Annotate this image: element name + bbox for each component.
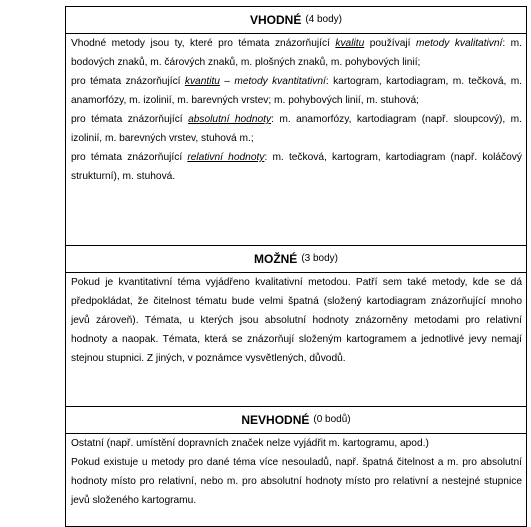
text-run: Pokud je kvantitativní téma vyjádřeno kvalitativní metodou. Patří sem také metody, kde se dá předpokládat, že čitelnost tématu bude velmi špatná (složený kartodiagram znázorňující mnoho jevů zároveň). Témata, u kterých jsou absolutní hodnoty znázorněny metodami pro relativní hodnoty a naopak. Témata, která se znázorňují složeným kartogramem a jednotlivé jevy nemají stejnou stupnici. Z jiných, v poznámce vysvětlených, důvodů.	[71, 277, 522, 364]
emphasized-term: kvalitu	[335, 38, 365, 49]
section-body-nevhodne	[66, 434, 526, 526]
section-header-nevhodne	[66, 407, 526, 434]
section-points: (4 body)	[305, 14, 343, 25]
emphasized-term: relativní hodnoty	[187, 152, 265, 163]
italic-term: metody kvantitativní	[234, 76, 326, 87]
evaluation-table	[65, 6, 527, 527]
section-body-vhodne	[66, 34, 526, 246]
text-run: Vhodné metody jsou ty, které pro témata znázorňující	[71, 38, 336, 49]
text-run: : m. bodových znaků, m. čárových znaků, m. plošných znaků, m. pohybových linií;	[71, 38, 522, 68]
text-run: Ostatní (např. umístění dopravních značek nelze vyjádřit m. kartogramu, apod.)	[71, 438, 429, 449]
paragraph	[71, 434, 522, 453]
section-points: (0 bodů)	[313, 414, 351, 425]
paragraph	[71, 110, 522, 148]
section-title: NEVHODNÉ	[241, 413, 310, 427]
text-run: –	[219, 76, 235, 87]
paragraph	[71, 453, 522, 510]
section-header-vhodne	[66, 7, 526, 34]
text-run: : m. anamorfózy, kartodiagram (např. sloupcový), m. izolinií, m. barevných vrstev, stuhová m.;	[71, 114, 522, 144]
text-run: : kartogram, kartodiagram, m. tečková, m. anamorfózy, m. izolinií, m. barevných vrstev; m. pohybových linií, m. stuhová;	[71, 76, 523, 106]
text-run: Pokud existuje u metody pro dané téma více nesouladů, např. špatná čitelnost a m. pro absolutní hodnoty místo pro relativní, nebo m. pro absolutní hodnoty místo pro relativní a nestejné stupnice jevů složeného kartogramu.	[71, 457, 522, 506]
paragraph	[71, 34, 522, 72]
section-title: MOŽNÉ	[253, 252, 298, 266]
section-points: (3 body)	[301, 253, 339, 264]
text-run: : m. tečková, kartogram, kartodiagram (např. koláčový strukturní), m. stuhová.	[71, 152, 522, 182]
section-title: VHODNÉ	[249, 13, 302, 27]
emphasized-term: absolutní hodnoty	[188, 114, 272, 125]
italic-term: metody kvalitativní	[415, 38, 503, 49]
paragraph	[71, 273, 522, 368]
paragraph	[71, 148, 522, 186]
text-run: pro témata znázorňující	[71, 152, 188, 163]
section-header-mozne	[66, 246, 526, 273]
text-run: pro témata znázorňující	[71, 76, 185, 87]
paragraph	[71, 72, 522, 110]
text-run: pro témata znázorňující	[71, 114, 189, 125]
emphasized-term: kvantitu	[184, 76, 220, 87]
section-body-mozne	[66, 273, 526, 407]
text-run: používají	[364, 38, 416, 49]
